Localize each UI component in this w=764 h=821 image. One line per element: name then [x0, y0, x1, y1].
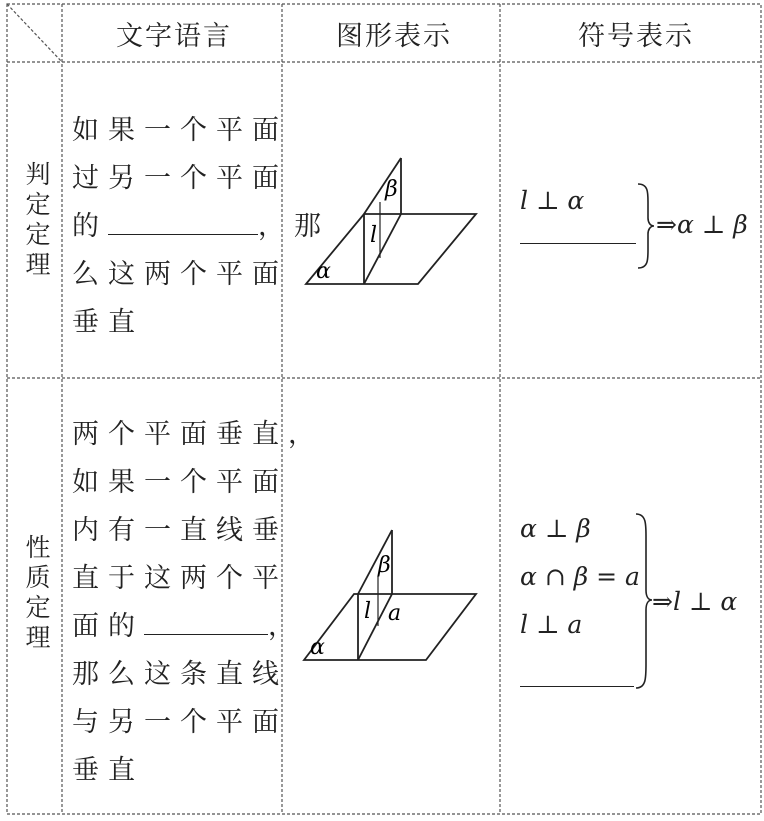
criterion-text-line-5: 垂直	[72, 307, 144, 338]
header-symbol: 符号表示	[578, 21, 694, 52]
criterion-brace	[636, 182, 656, 270]
line-l-label: l	[364, 599, 372, 624]
property-text-line-2: 如果一个平面	[72, 467, 288, 498]
header-figure: 图形表示	[336, 21, 452, 52]
criterion-symbol-1: l ⊥ α	[520, 186, 585, 215]
property-text-line-8: 垂直	[72, 755, 144, 786]
criterion-text-line-2: 过另一个平面	[72, 163, 288, 194]
fill-blank	[108, 212, 258, 235]
property-symbol-blank	[520, 686, 634, 687]
property-text-line-3: 内有一直线垂	[72, 515, 288, 546]
criterion-symbol-blank	[520, 243, 636, 244]
plane-beta-label: β	[378, 553, 391, 578]
row-label-criterion: 判 定 定 理	[25, 160, 51, 279]
property-text-line-6: 那么这条直线	[72, 659, 288, 690]
plane-beta-label: β	[385, 177, 398, 202]
plane-alpha-label: α	[316, 259, 331, 284]
property-brace	[634, 512, 654, 690]
property-symbol-3: l ⊥ a	[520, 610, 583, 639]
criterion-conclusion: ⇒α ⊥ β	[656, 210, 748, 239]
property-text-line-5: 面的 ，	[72, 611, 304, 642]
row-label-property: 性 质 定 理	[25, 533, 51, 652]
criterion-figure	[300, 150, 480, 290]
line-l-label: l	[370, 223, 378, 248]
intersection-a-label: a	[388, 601, 402, 626]
criterion-text-line-4: 么这两个平面	[72, 259, 288, 290]
fill-blank	[144, 612, 268, 635]
header-text-language: 文字语言	[116, 21, 232, 52]
plane-alpha-label: α	[310, 635, 325, 660]
property-conclusion: ⇒l ⊥ α	[652, 587, 738, 616]
property-symbol-2: α ∩ β = a	[520, 562, 640, 591]
property-text-line-1: 两个平面垂直，	[72, 419, 324, 450]
property-text-line-4: 直于这两个平	[72, 563, 288, 594]
criterion-text-line-1: 如果一个平面	[72, 115, 288, 146]
property-text-line-7: 与另一个平面	[72, 707, 288, 738]
property-symbol-1: α ⊥ β	[520, 514, 591, 543]
property-figure	[300, 522, 480, 664]
criterion-text-line-3: 的 ，那	[72, 211, 330, 242]
